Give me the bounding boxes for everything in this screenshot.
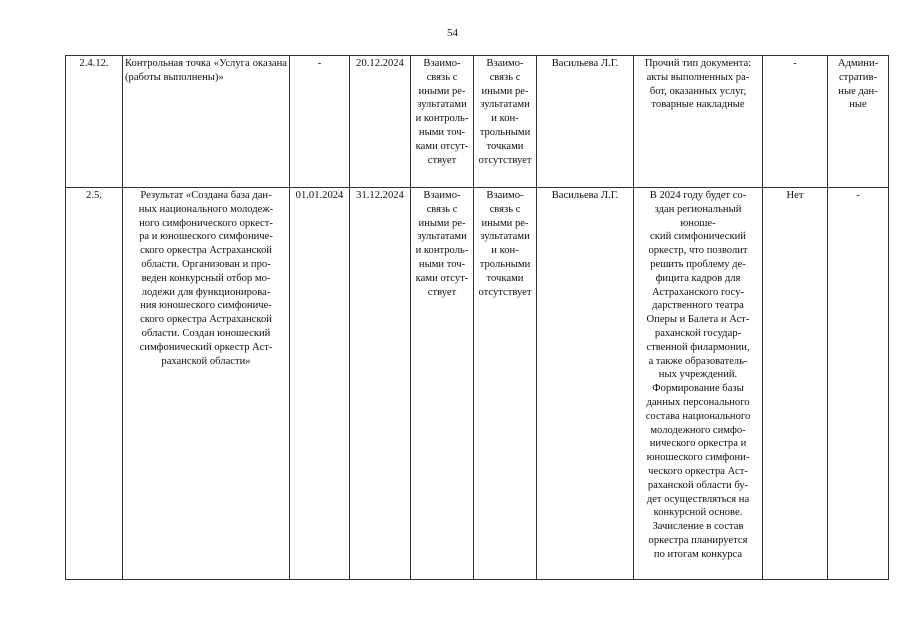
table-row (66, 188, 889, 580)
row-number: 2.4.12. (66, 56, 123, 188)
information-system: - (828, 188, 889, 580)
document-type: Прочий тип документа: акты выполненных ра- бот, оказанных услуг, товарные накладные (634, 56, 763, 188)
relation-next: Взаимо- связь с иными ре- зультатами и кон- трольными точками отсутствует (474, 56, 537, 188)
table-row (66, 56, 889, 188)
plan-table (65, 55, 889, 580)
responsible-person: Васильева Л.Г. (537, 56, 634, 188)
flag-value: - (763, 56, 828, 188)
end-date: 31.12.2024 (350, 188, 411, 580)
information-system: Админи- стратив- ные дан- ные (828, 56, 889, 188)
item-name: Контрольная точка «Услуга оказана (работы выполнены)» (123, 56, 290, 188)
start-date: - (290, 56, 350, 188)
page-number: 54 (447, 27, 458, 39)
responsible-person: Васильева Л.Г. (537, 188, 634, 580)
relation-next: Взаимо- связь с иными ре- зультатами и кон- трольными точками отсутствует (474, 188, 537, 580)
relation-previous: Взаимо- связь с иными ре- зультатами и контроль- ными точ- ками отсут- ствует (411, 56, 474, 188)
item-name: Результат «Создана база дан- ных национального молодеж- ного симфонического оркест- ра и юношеского симфониче- ского оркестра Астраханской области. Организован и про- веден конкурсный отбор мо- лодежи для функционирова- ния юношеского симфониче- ского оркестра Астраханской области. Создан юношеский симфонический оркестр Аст- раханской области» (123, 188, 290, 580)
row-number: 2.5. (66, 188, 123, 580)
relation-previous: Взаимо- связь с иными ре- зультатами и контроль- ными точ- ками отсут- ствует (411, 188, 474, 580)
flag-value: Нет (763, 188, 828, 580)
start-date: 01.01.2024 (290, 188, 350, 580)
end-date: 20.12.2024 (350, 56, 411, 188)
document-type: В 2024 году будет со- здан региональный юноше- ский симфонический оркестр, что позволит решить проблему де- фицита кадров для Астраханского госу- дарственного театра Оперы и Балета и Аст- раханской государ- ственной филармонии, а также образователь- ных учреждений. Формирование базы данных персонального состава национального молодежного симфо- нического оркестра и юношеского симфони- ческого оркестра Аст- раханской области бу- дет осуществляться на конкурсной основе. Зачисление в состав оркестра планируется по итогам конкурса (634, 188, 763, 580)
